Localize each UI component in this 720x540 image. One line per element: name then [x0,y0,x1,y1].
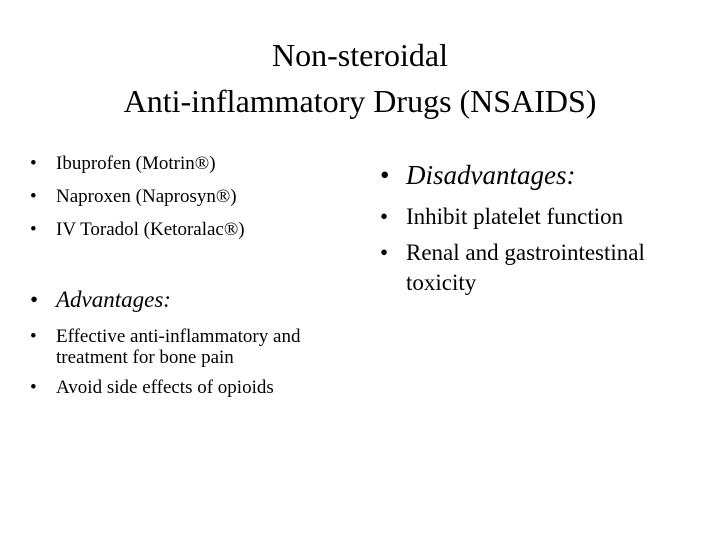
disadvantages-heading-list [380,158,575,192]
advantage-item-anti-inflammatory: • Effective anti-inflammatory and treatment for bone pain [30,326,326,368]
drug-item-naproxen: • Naproxen (Naprosyn®) [30,185,245,208]
advantages-heading: • Advantages: [30,286,171,314]
advantage-item-avoid-opioid-effects: • Avoid side effects of opioids [30,377,360,398]
drug-item-ibuprofen: • Ibuprofen (Motrin®) [30,152,245,175]
disadvantages-list [380,202,710,304]
advantages-list [30,326,360,407]
advantages-heading-list [30,286,171,314]
slide-title-line-1: Non-steroidal [272,37,448,73]
disadvantage-item-platelet: • Inhibit platelet function [380,202,710,232]
disadvantage-item-toxicity: • Renal and gastrointestinal toxicity [380,238,676,298]
drug-item-toradol: • IV Toradol (Ketoralac®) [30,218,245,241]
drug-list [30,152,245,251]
slide-title [0,32,720,124]
slide-title-line-2: Anti-inflammatory Drugs (NSAIDS) [123,83,597,119]
disadvantages-heading: • Disadvantages: [380,158,575,192]
